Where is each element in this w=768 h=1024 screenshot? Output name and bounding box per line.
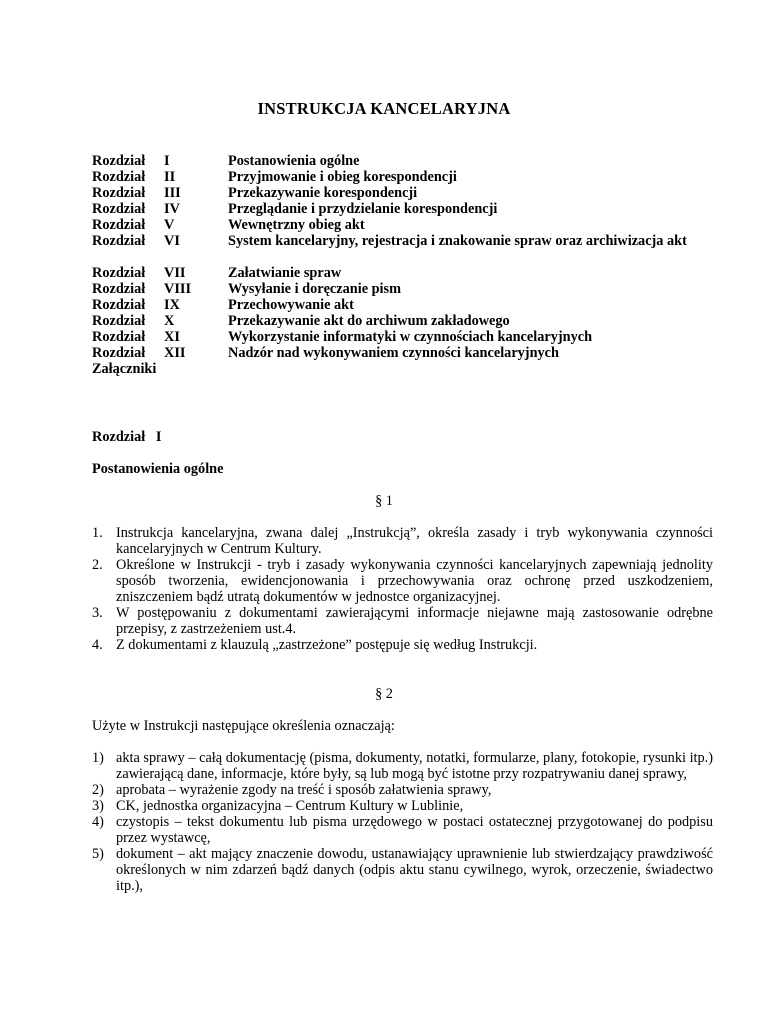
chapter-label-text: Rozdział I [92,429,162,445]
section1-list [92,525,713,653]
toc-chapter-number: VII [164,265,186,281]
toc-row [92,169,722,185]
toc-chapter-number: X [164,313,175,329]
list-item-text: czystopis – tekst dokumentu lub pisma urzędowego w postaci ostatecznej przygotowanej do podpisu przez wystawcę, [116,814,713,846]
toc-chapter-number: VI [164,233,180,249]
list-item [92,750,713,782]
table-of-contents [92,153,722,377]
list-item-number: 1. [92,525,103,541]
toc-chapter-title: Przeglądanie i przydzielanie korespondencji [228,201,498,217]
toc-chapter-number: XII [164,345,186,361]
chapter-heading: Postanowienia ogólne [92,461,224,477]
list-item-text: akta sprawy – całą dokumentację (pisma, dokumenty, notatki, formularze, plany, fotokopie, rysunki itp.) zawierającą dane, informacje, które były, są lub mogą być istotne przy rozpatrywaniu danej sprawy, [116,750,713,782]
list-item [92,557,713,605]
toc-chapter-word: Rozdział [92,297,146,313]
toc-chapter-number: VIII [164,281,192,297]
section2-list [92,750,713,894]
toc-chapter-number: IV [164,201,180,217]
chapter-label [92,429,162,445]
document-title: INSTRUKCJA KANCELARYJNA [257,99,511,118]
toc-chapter-title: Wykorzystanie informatyki w czynnościach kancelaryjnych [228,329,593,345]
list-item-number: 1) [92,750,104,766]
list-item-number: 3. [92,605,103,621]
toc-chapter-word: Rozdział [92,169,146,185]
toc-chapter-number: V [164,217,175,233]
list-item-number: 3) [92,798,104,814]
toc-chapter-number: II [164,169,176,185]
toc-chapter-word: Rozdział [92,153,146,169]
toc-chapter-title: System kancelaryjny, rejestracja i znakowanie spraw oraz archiwizacja akt [228,233,687,249]
list-item-number: 4. [92,637,103,653]
toc-attachments: Załączniki [92,361,157,377]
toc-row [92,313,722,329]
toc-chapter-word: Rozdział [92,185,146,201]
list-item-text: aprobata – wyrażenie zgody na treść i sposób załatwienia sprawy, [116,782,492,798]
toc-chapter-number: III [164,185,181,201]
toc-chapter-title: Przekazywanie akt do archiwum zakładowego [228,313,510,329]
toc-chapter-title: Przechowywanie akt [228,297,354,313]
list-item-number: 2) [92,782,104,798]
toc-chapter-title: Wysyłanie i doręczanie pism [228,281,402,297]
list-item [92,525,713,557]
section-mark-1: § 1 [375,493,393,509]
toc-chapter-word: Rozdział [92,233,146,249]
list-item-text: Określone w Instrukcji - tryb i zasady wykonywania czynności kancelaryjnych zapewniają jednolity sposób tworzenia, ewidencjonowania i przechowywania oraz ochronę przed uszkodzeniem, zniszczeniem bądź utratą dokumentów w jednostce organizacyjnej. [116,557,713,605]
toc-chapter-word: Rozdział [92,281,146,297]
toc-row [92,185,722,201]
toc-chapter-title: Nadzór nad wykonywaniem czynności kancelaryjnych [228,345,559,361]
list-item-number: 2. [92,557,103,573]
toc-chapter-word: Rozdział [92,265,146,281]
list-item-text: CK, jednostka organizacyjna – Centrum Kultury w Lublinie, [116,798,464,814]
toc-row [92,153,722,169]
toc-chapter-title: Załatwianie spraw [228,265,342,281]
toc-chapter-number: IX [164,297,180,313]
toc-chapter-title: Postanowienia ogólne [228,153,360,169]
toc-chapter-title: Wewnętrzny obieg akt [228,217,365,233]
list-item [92,798,713,814]
toc-chapter-word: Rozdział [92,201,146,217]
list-item-text: Z dokumentami z klauzulą „zastrzeżone” postępuje się według Instrukcji. [116,637,538,653]
list-item [92,782,713,798]
list-item [92,846,713,894]
toc-chapter-title: Przyjmowanie i obieg korespondencji [228,169,457,185]
list-item [92,637,713,653]
section-mark-2: § 2 [375,686,393,702]
toc-chapter-word: Rozdział [92,217,146,233]
toc-chapter-word: Rozdział [92,329,146,345]
toc-chapter-title: Przekazywanie korespondencji [228,185,418,201]
list-item-number: 5) [92,846,104,862]
list-item [92,814,713,846]
section2-intro: Użyte w Instrukcji następujące określenia oznaczają: [92,718,395,734]
toc-chapter-number: I [164,153,170,169]
toc-chapter-number: XI [164,329,180,345]
list-item [92,605,713,637]
list-item-number: 4) [92,814,104,830]
toc-row [92,345,722,361]
list-item-text: W postępowaniu z dokumentami zawierającymi informacje niejawne mają zastosowanie odrębne przepisy, z zastrzeżeniem ust.4. [116,605,713,637]
toc-row [92,217,722,233]
toc-row [92,265,722,281]
toc-row [92,329,722,345]
toc-chapter-word: Rozdział [92,345,146,361]
list-item-text: Instrukcja kancelaryjna, zwana dalej „Instrukcją”, określa zasady i tryb wykonywania czynności kancelaryjnych w Centrum Kultury. [116,525,713,557]
toc-row [92,297,722,313]
toc-chapter-word: Rozdział [92,313,146,329]
toc-row [92,201,722,217]
list-item-text: dokument – akt mający znaczenie dowodu, ustanawiający uprawnienie lub stwierdzający prawdziwość określonych w nim zdarzeń bądź danych (odpis aktu stanu cywilnego, wyrok, orzeczenie, świadectwo itp.), [116,846,713,894]
toc-row [92,233,722,265]
toc-row [92,281,722,297]
